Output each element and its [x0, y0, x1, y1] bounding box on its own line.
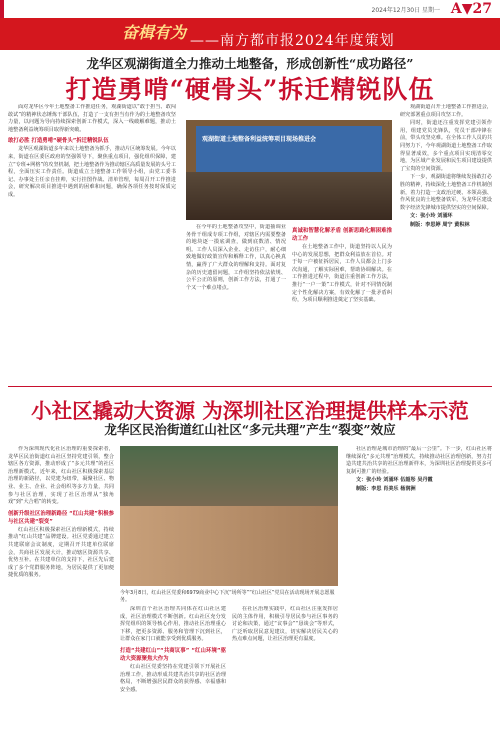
- feature-banner: [0, 18, 500, 50]
- article1-col4b-text: 下一步，观湖街道将继续发扬敢打必胜的精神，持续深化土地整备工作机制创新，着力打造一支政治过硬、本领高强、作风优良的土地整备铁军，为龙华区建设数字经济先锋城市提供坚实的空间保障。: [400, 174, 492, 211]
- article1-byline: 文：张小玲 刘涌环: [410, 213, 453, 220]
- article1-col2-text: 在今年的土地整备攻坚中，街道抽调业务骨干组成专项工作组，对辖区内需要整备的地块逐一摸底调查，做到底数清、情况明。工作人员深入企业、走访住户，耐心细致地做好政策宣传和解释工作，以真心换真情，赢得了广大群众的理解和支持。面对复杂的历史遗留问题，工作组坚持依法依规、公平公正的原则，创新工作方法，打通了一个又一个难点堵点。: [186, 224, 286, 291]
- article2-column-1: [8, 446, 114, 744]
- article2-column-3: [232, 606, 338, 744]
- article2-photo: [120, 446, 338, 586]
- article1-subheading-1: 敢打必胜 打造勇啃“硬骨头”拆迁精锐队伍: [8, 138, 109, 145]
- article2-col1b-text: 红山社区积极探索社区治理新模式，持续推动“红山共建”品牌建设。社区党委通过建立共建联席会议制度，定期召开共建单位联席会，共商社区发展大计，推动辖区资源共享、优势互补。在共建单位的支持下，社区先后建成了多个党群服务阵地，为居民提供了更加便捷优质的服务。: [8, 526, 114, 579]
- article1-column-2: [186, 224, 286, 382]
- article1-photo-board: 观湖街道土地整备利益统筹项目现场推进会: [196, 126, 382, 172]
- article1-editors: 制版：李思婷 周宁 黄积林: [410, 221, 470, 228]
- article2-headline: 小社区撬动大资源 为深圳社区治理提供样本示范: [31, 399, 469, 423]
- article1-kicker: 龙华区观湖街道全力推动土地整备，形成创新性“成功路径”: [86, 56, 414, 71]
- article2-editors: 制版：李思 肖美乐 杨润洲: [356, 485, 416, 492]
- article1-intro: 面对龙华区今年土地整备工作推进任务，观湖街道以“敢于担当、敢闯敢试”的精神状态锤炼干部队伍，打造了一支有担当有作为的土地整备攻坚力量，以问题为导向持续探索创新工作模式，深入一线破解难题，推动土地整备利益统筹项目取得新突破。: [8, 104, 176, 133]
- article1-col4-text: 同时，街道还注重发挥党建引领作用，组建党员先锋队，党员干部冲锋在前，带头攻坚克难。在全体工作人员的共同努力下，今年观湖街道土地整备工作取得显著成效，多个重点项目实现清零交地，为区域产业发展和民生项目建设提供了宝贵的空间资源。: [400, 120, 492, 172]
- article1-column-3: [292, 224, 392, 382]
- issue-date: 2024年12月30日 星期一: [371, 7, 440, 14]
- article1-photo-caption: 观湖街道召开土地整备工作推进会，研究部署重点项目攻坚工作。: [400, 104, 492, 118]
- article1-col1-text: 龙华区观湖街道多年来以土地整备为抓手，推动片区统筹发展。今年以来，街道在区委区政府的坚强领导下，聚焦重点项目，强化组织保障，建立“专班+网格”的攻坚机制，把土地整备作为推动辖区高质量发展的头号工程，全面压实工作责任。街道成立土地整备工作领导小组，由党工委书记、办事处主任亲自挂帅，实行挂图作战、清单管理，每周召开工作推进会，研究解决项目推进中遇到的困难和问题，确保各项任务按时保质完成。: [8, 146, 176, 198]
- article2-subheading-2: 打造“共建红山”“共商议事” “红山环境”驱动大资源聚焦大作为: [120, 647, 226, 662]
- article2-column-4: [346, 446, 492, 744]
- article1-photo: [186, 120, 392, 220]
- article1-col3-text: 在土地整备工作中，街道坚持以人民为中心的发展思想，把群众利益放在首位。对于每一户被征拆居民，工作人员都会上门多次沟通，了解实际困难，帮助协调解决。在工作推进过程中，街道注重创新工作方法，推行“一户一策”工作模式，针对不同情况制定个性化解决方案，有效化解了一批矛盾纠纷，为项目顺利推进奠定了坚实基础。: [292, 244, 392, 304]
- banner-slogan: 奋楫有为: [122, 23, 187, 42]
- article2-col2-text: 深圳首个社区治理共同体在红山社区建成，社区治理模式不断创新。红山社区充分发挥党组织的领导核心作用，推动社区治理重心下移，把更多资源、服务和管理下沉到社区，让群众在家门口就能享受到优质服务。: [120, 606, 226, 643]
- article2-photo-caption: 今年3月8日，红山社区党委和6979商业中心下沉“场所等”“红山社区”党员在活动现场开展志愿服务。: [120, 590, 335, 603]
- article2-col4-text: 社区治理是城市治理的“最后一公里”。下一步，红山社区将继续深化“多元共理”治理模式，持续推动社区治理创新，努力打造共建共治共享的社区治理新样本，为深圳社区治理提供更多可复制可推广的经验。: [346, 446, 492, 475]
- article2-subheadline: 龙华区民治街道红山社区“多元共理”产生“裂变”效应: [104, 422, 396, 437]
- article1-subheading-2: 真诚和智慧化解矛盾 创新思路化解困难推动工作: [292, 228, 392, 242]
- page-number: A▼27: [450, 1, 492, 17]
- article1-column-1: [8, 104, 176, 382]
- article2-subheading-1: 创新升级社区治理新路径 “红山共建”积极参与社区共建“裂变”: [8, 510, 114, 525]
- article1-column-4: [400, 104, 492, 382]
- banner-subtitle: ——南方都市报2024年度策划: [190, 33, 395, 49]
- article2-col3-text: 在社区治理实践中，红山社区注重发挥居民的主体作用，积极引导居民参与社区事务的讨论和决策，通过“议事会”“恳谈会”等形式，广泛听取居民意见建议，切实解决居民关心的热点难点问题，让社区治理更有温度。: [232, 606, 338, 643]
- article2-column-2: [120, 606, 226, 744]
- article2-col1-text: 作为深圳现代化社区治理的重要探索者，龙华区民治街道红山社区坚持党建引领，整合辖区各方资源，推动形成了“多元共理”的社区治理新模式。近年来，红山社区积极探索基层治理的新路径，以党建为纽带，凝聚社区、物业、业主、企业、社会组织等多方力量，共同参与社区治理，实现了社区治理从“独角戏”到“大合唱”的转变。: [8, 446, 114, 506]
- article2-byline: 文：张小玲 刘涌环 伍韶彤 吴丹霞: [356, 477, 433, 484]
- article2-col2b-text: 红山社区党委坚持在党建引领下开展社区治理工作，推动形成共建共治共享的社区治理格局，不断增强居民群众的获得感、幸福感和安全感。: [120, 663, 226, 693]
- section-divider: [8, 386, 492, 387]
- page-header: [0, 0, 500, 18]
- article1-headline: 打造勇啃“硬骨头”拆迁精锐队伍: [65, 75, 435, 104]
